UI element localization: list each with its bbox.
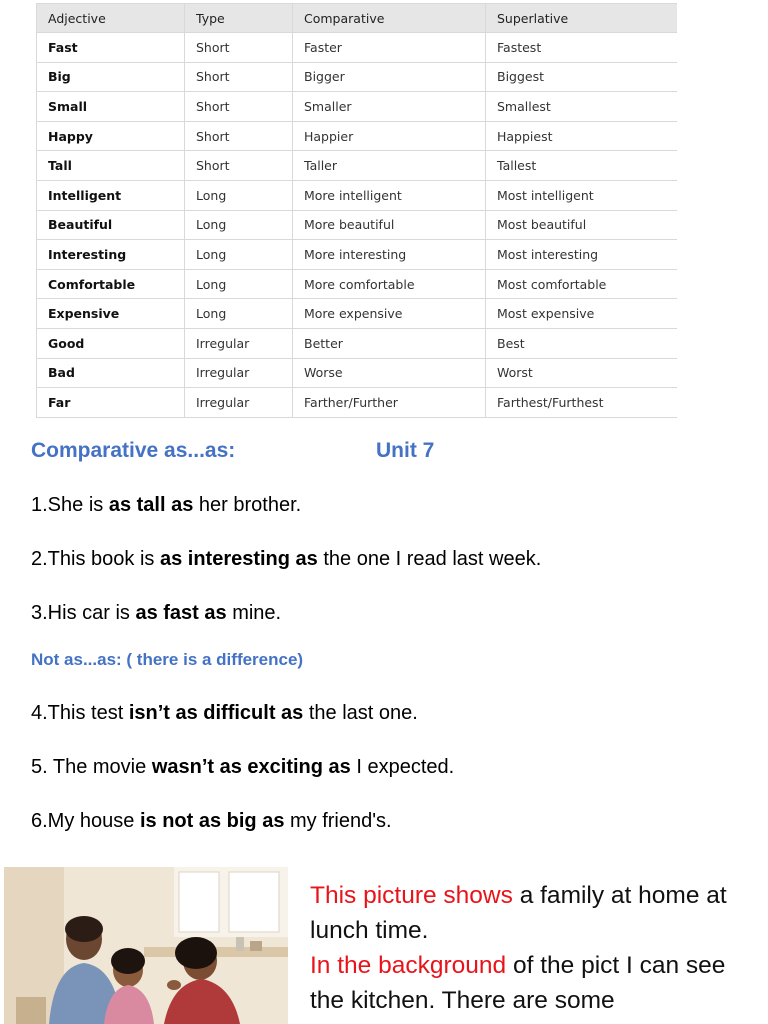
header-adjective: Adjective xyxy=(37,4,185,33)
family-photo xyxy=(4,867,288,1024)
cell-superlative: Most intelligent xyxy=(486,180,678,210)
cell-type: Irregular xyxy=(185,388,293,418)
comparative-heading: Comparative as...as: xyxy=(31,439,236,462)
adjective-table xyxy=(36,3,677,418)
header-superlative: Superlative xyxy=(486,4,678,33)
cell-comparative: More beautiful xyxy=(293,210,486,240)
cell-adjective: Intelligent xyxy=(37,180,185,210)
cell-superlative: Farthest/Furthest xyxy=(486,388,678,418)
cell-superlative: Worst xyxy=(486,358,678,388)
cell-adjective: Small xyxy=(37,92,185,122)
cell-comparative: Faster xyxy=(293,33,486,63)
example-1: 1.She is as tall as her brother. xyxy=(31,494,302,516)
cell-adjective: Expensive xyxy=(37,299,185,329)
cell-type: Short xyxy=(185,33,293,63)
table-row xyxy=(37,299,678,329)
family-photo-illustration xyxy=(4,867,288,1024)
cell-adjective: Big xyxy=(37,62,185,92)
table-row xyxy=(37,388,678,418)
table-row xyxy=(37,210,678,240)
cell-superlative: Happiest xyxy=(486,121,678,151)
cell-type: Short xyxy=(185,121,293,151)
table-row xyxy=(37,269,678,299)
cell-type: Long xyxy=(185,210,293,240)
table-row xyxy=(37,62,678,92)
cell-adjective: Good xyxy=(37,328,185,358)
cell-superlative: Most comfortable xyxy=(486,269,678,299)
cell-type: Short xyxy=(185,151,293,181)
example-6: 6.My house is not as big as my friend's. xyxy=(31,810,392,832)
cell-comparative: More comfortable xyxy=(293,269,486,299)
cell-type: Short xyxy=(185,62,293,92)
cell-superlative: Smallest xyxy=(486,92,678,122)
cell-comparative: Bigger xyxy=(293,62,486,92)
cell-type: Long xyxy=(185,240,293,270)
cell-superlative: Tallest xyxy=(486,151,678,181)
cell-adjective: Comfortable xyxy=(37,269,185,299)
table-row xyxy=(37,358,678,388)
example-3: 3.His car is as fast as mine. xyxy=(31,602,282,624)
table-header-row xyxy=(37,4,678,33)
cell-adjective: Happy xyxy=(37,121,185,151)
cell-superlative: Most beautiful xyxy=(486,210,678,240)
table-row xyxy=(37,92,678,122)
table-row xyxy=(37,33,678,63)
table-row xyxy=(37,121,678,151)
cell-adjective: Fast xyxy=(37,33,185,63)
header-comparative: Comparative xyxy=(293,4,486,33)
cell-comparative: Happier xyxy=(293,121,486,151)
highlight-this-picture-shows: This picture shows xyxy=(310,882,513,909)
not-as-heading: Not as...as: ( there is a difference) xyxy=(31,650,304,669)
cell-type: Long xyxy=(185,269,293,299)
cell-type: Long xyxy=(185,299,293,329)
example-5: 5. The movie wasn’t as exciting as I expected. xyxy=(31,756,455,778)
table-row xyxy=(37,180,678,210)
cell-comparative: Taller xyxy=(293,151,486,181)
cell-comparative: More interesting xyxy=(293,240,486,270)
table-row xyxy=(37,151,678,181)
unit-label: Unit 7 xyxy=(376,439,435,462)
cell-comparative: More intelligent xyxy=(293,180,486,210)
cell-superlative: Most expensive xyxy=(486,299,678,329)
cell-comparative: Smaller xyxy=(293,92,486,122)
cell-superlative: Best xyxy=(486,328,678,358)
cell-superlative: Fastest xyxy=(486,33,678,63)
cell-superlative: Biggest xyxy=(486,62,678,92)
cell-comparative: Better xyxy=(293,328,486,358)
example-2: 2.This book is as interesting as the one I read last week. xyxy=(31,548,542,570)
cell-adjective: Interesting xyxy=(37,240,185,270)
cell-comparative: Farther/Further xyxy=(293,388,486,418)
cell-comparative: Worse xyxy=(293,358,486,388)
example-4: 4.This test isn’t as difficult as the last one. xyxy=(31,702,418,724)
cell-adjective: Bad xyxy=(37,358,185,388)
cell-type: Irregular xyxy=(185,328,293,358)
cell-adjective: Far xyxy=(37,388,185,418)
cell-adjective: Tall xyxy=(37,151,185,181)
cell-superlative: Most interesting xyxy=(486,240,678,270)
table-row xyxy=(37,328,678,358)
cell-type: Long xyxy=(185,180,293,210)
picture-description: This picture shows a family at home at lunch time. In the background of the pict I can see the kitchen. There are some xyxy=(310,882,727,1014)
adjective-table-container xyxy=(36,3,677,423)
table-body xyxy=(37,33,678,418)
table-row xyxy=(37,240,678,270)
cell-type: Irregular xyxy=(185,358,293,388)
cell-type: Short xyxy=(185,92,293,122)
header-type: Type xyxy=(185,4,293,33)
highlight-in-the-background: In the background xyxy=(310,952,507,979)
cell-adjective: Beautiful xyxy=(37,210,185,240)
cell-comparative: More expensive xyxy=(293,299,486,329)
